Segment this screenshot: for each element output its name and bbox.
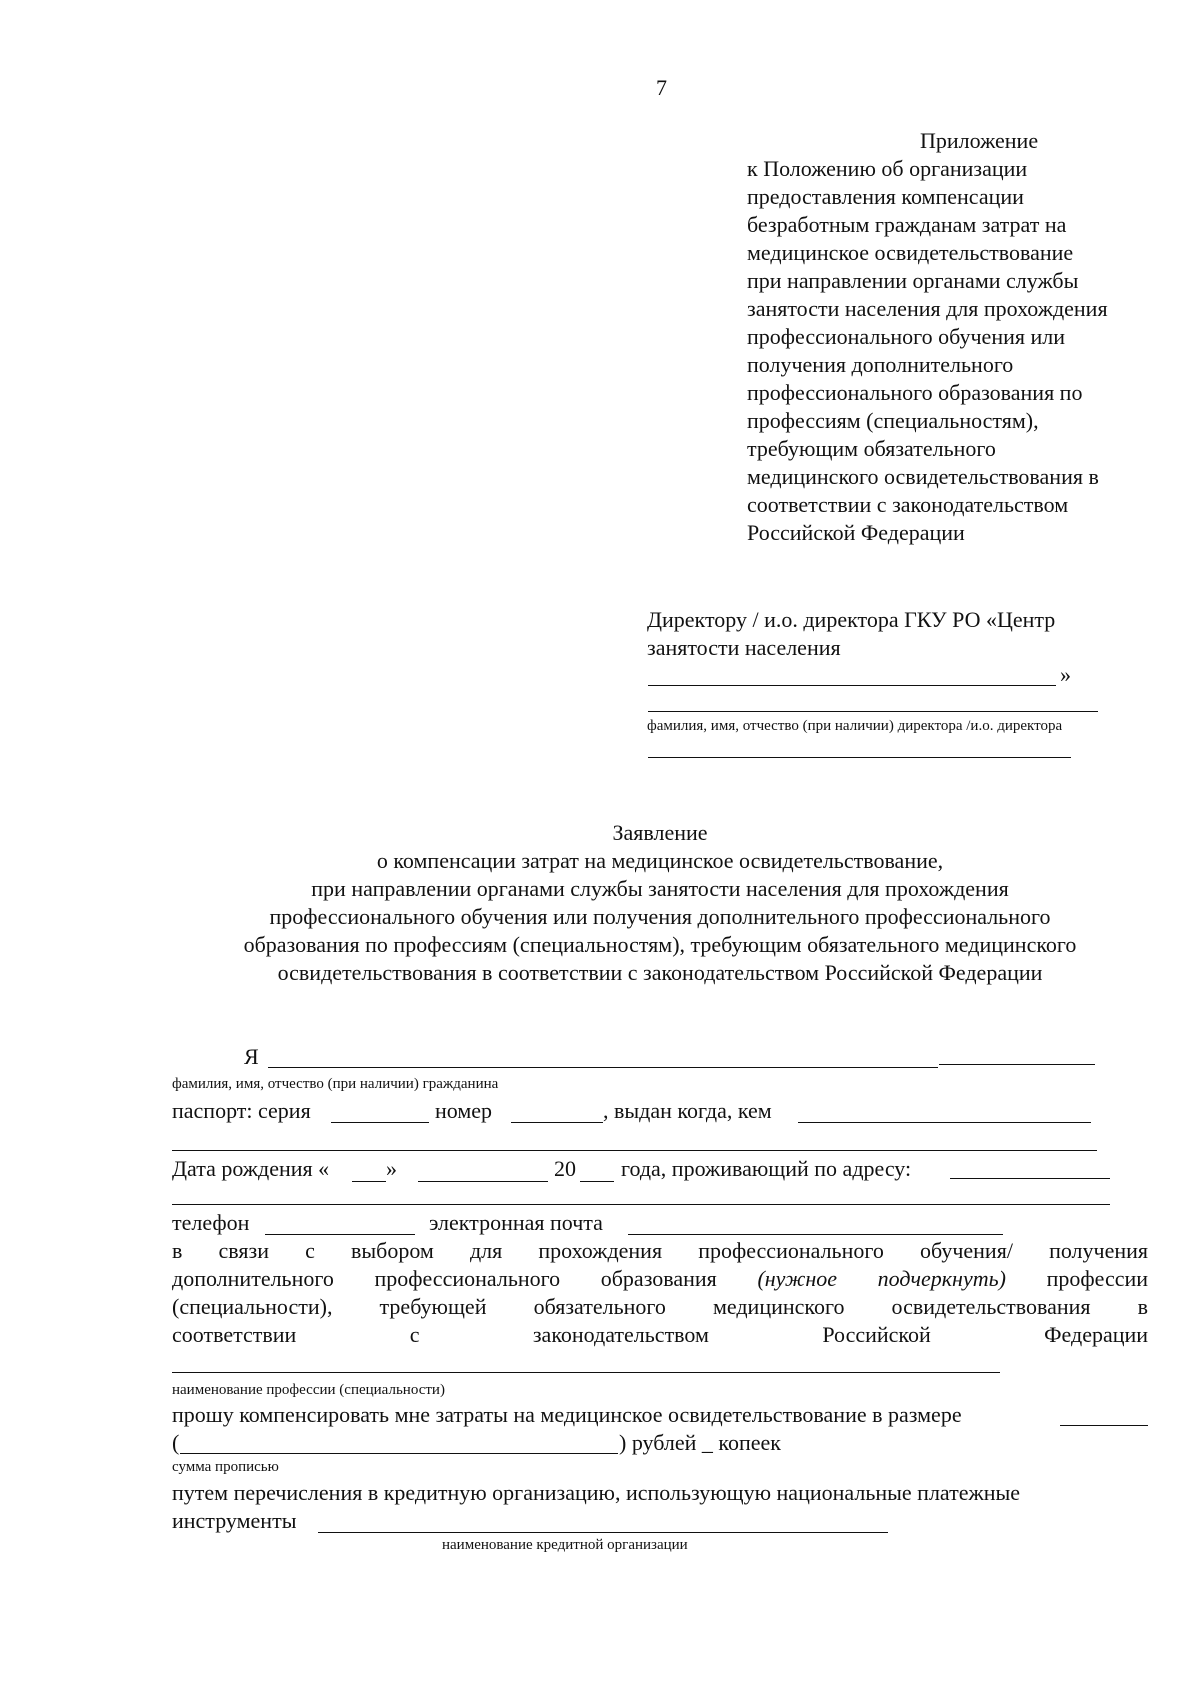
paragraph-line-3 xyxy=(172,1293,1148,1321)
appendix-text xyxy=(747,155,1108,547)
appendix-line: профессионального образования по xyxy=(747,380,1083,405)
bank-name-field[interactable] xyxy=(318,1532,888,1533)
rubles-text: ) рублей _ копеек xyxy=(619,1430,781,1455)
birth-label: Дата рождения « xyxy=(172,1156,330,1181)
profession-field[interactable] xyxy=(172,1372,1000,1373)
profession-caption: наименование профессии (специальности) xyxy=(172,1382,445,1398)
paragraph-line-4 xyxy=(172,1321,1148,1349)
word: медицинского xyxy=(712,1294,845,1319)
word: выбором xyxy=(350,1238,434,1263)
word: с xyxy=(409,1322,420,1347)
word: в xyxy=(172,1238,183,1263)
word: прохождения xyxy=(538,1238,663,1263)
word: требующей xyxy=(379,1294,487,1319)
word: Российской xyxy=(822,1322,931,1347)
center-name-field[interactable] xyxy=(648,685,1056,686)
appendix-line: медицинское освидетельствование xyxy=(747,240,1074,265)
word: Федерации xyxy=(1044,1322,1149,1347)
appendix-heading: Приложение xyxy=(920,128,1039,153)
appendix-line: медицинского освидетельствования в xyxy=(747,464,1099,489)
open-paren: ( xyxy=(172,1430,180,1455)
word: законодательством xyxy=(532,1322,709,1347)
birth-year-field[interactable] xyxy=(580,1181,614,1182)
email-label: электронная почта xyxy=(429,1210,603,1235)
address-continued-field[interactable] xyxy=(172,1204,1110,1205)
email-field[interactable] xyxy=(628,1234,1003,1235)
paragraph-line-2 xyxy=(172,1265,1148,1293)
passport-issued-continued-field[interactable] xyxy=(172,1150,1097,1151)
issued-label: , выдан когда, кем xyxy=(603,1098,772,1123)
compensate-text: прошу компенсировать мне затраты на медицинское освидетельствование в размере xyxy=(172,1402,962,1427)
paragraph-text: дополнительного профессионального образования xyxy=(172,1266,717,1291)
passport-series-field[interactable] xyxy=(331,1122,429,1123)
appendix-line: при направлении органами службы xyxy=(747,268,1079,293)
director-caption: фамилия, имя, отчество (при наличии) директора /и.о. директора xyxy=(647,718,1063,734)
transfer-line-2: инструменты xyxy=(172,1508,297,1533)
word: профессионального xyxy=(698,1238,884,1263)
application-title xyxy=(0,819,1200,987)
citizen-name-field[interactable] xyxy=(268,1067,938,1068)
sum-caption: сумма прописью xyxy=(172,1459,279,1475)
appendix-line: получения дополнительного xyxy=(747,352,1014,377)
title-line: при направлении органами службы занятости населения для прохождения xyxy=(311,876,1009,901)
title-line: освидетельствования в соответствии с законодательством Российской Федерации xyxy=(277,960,1043,985)
addressee-line-2: занятости населения xyxy=(647,635,841,660)
paragraph-text: профессии xyxy=(1046,1266,1149,1291)
appendix-line: требующим обязательного xyxy=(747,436,996,461)
appendix-line: профессиям (специальностям), xyxy=(747,408,1039,433)
addressee-line-1: Директору / и.о. директора ГКУ РО «Центр xyxy=(647,607,1056,632)
word: связи xyxy=(218,1238,269,1263)
title-line: о компенсации затрат на медицинское освидетельствование, xyxy=(376,848,944,873)
passport-label: паспорт: серия xyxy=(172,1098,311,1123)
appendix-line: предоставления компенсации xyxy=(747,184,1024,209)
address-label: года, проживающий по адресу: xyxy=(621,1156,912,1181)
address-field[interactable] xyxy=(950,1178,1110,1179)
closing-quote: » xyxy=(1060,662,1071,687)
bank-caption: наименование кредитной организации xyxy=(442,1537,688,1553)
birth-month-field[interactable] xyxy=(418,1181,548,1182)
word: получения xyxy=(1049,1238,1149,1263)
passport-number-field[interactable] xyxy=(511,1122,603,1123)
transfer-line-1: путем перечисления в кредитную организацию, использующую национальные платежные xyxy=(172,1480,1021,1505)
phone-label: телефон xyxy=(172,1210,250,1235)
i-label: Я xyxy=(244,1044,259,1069)
birth-close-quote: » xyxy=(386,1156,397,1181)
appendix-line: соответствии с законодательством xyxy=(747,492,1069,517)
appendix-line: безработным гражданам затрат на xyxy=(747,212,1067,237)
word: в xyxy=(1137,1294,1148,1319)
phone-field[interactable] xyxy=(265,1234,415,1235)
amount-in-words-field[interactable] xyxy=(180,1453,618,1454)
word: обязательного xyxy=(533,1294,666,1319)
paragraph-line-1 xyxy=(172,1237,1148,1265)
title-heading: Заявление xyxy=(612,820,708,845)
year-prefix: 20 xyxy=(554,1156,576,1181)
word: с xyxy=(305,1238,315,1263)
title-line: образования по профессиям (специальностям), требующим обязательного медицинского xyxy=(243,932,1077,957)
underline-note: (нужное подчеркнуть) xyxy=(757,1266,1006,1291)
title-line: профессионального обучения или получения дополнительного профессионального xyxy=(269,904,1051,929)
word: для xyxy=(469,1238,503,1263)
director-name-field[interactable] xyxy=(648,711,1098,712)
number-label: номер xyxy=(435,1098,493,1123)
word: (специальности), xyxy=(172,1294,333,1319)
passport-issued-field[interactable] xyxy=(798,1122,1091,1123)
amount-field[interactable] xyxy=(1060,1425,1148,1426)
appendix-line: профессионального обучения или xyxy=(747,324,1066,349)
word: соответствии xyxy=(172,1322,297,1347)
appendix-line: Российской Федерации xyxy=(747,520,965,545)
appendix-line: к Положению об организации xyxy=(747,156,1028,181)
citizen-caption: фамилия, имя, отчество (при наличии) гражданина xyxy=(172,1076,499,1092)
citizen-name-extra-field[interactable] xyxy=(939,1064,1095,1065)
page-number: 7 xyxy=(656,75,667,100)
appendix-line: занятости населения для прохождения xyxy=(747,296,1108,321)
birth-day-field[interactable] xyxy=(352,1181,386,1182)
word: обучения/ xyxy=(919,1238,1013,1263)
word: освидетельствования xyxy=(891,1294,1091,1319)
director-extra-field[interactable] xyxy=(648,757,1071,758)
appendix-block xyxy=(747,127,1108,547)
